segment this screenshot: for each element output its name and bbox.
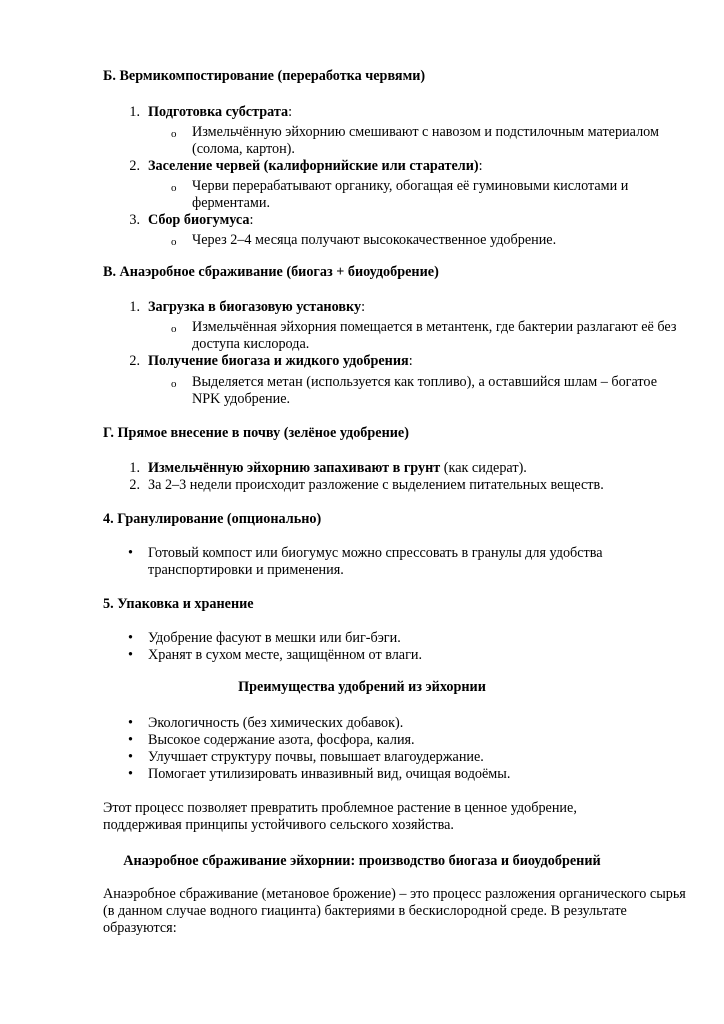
sub-item: Через 2–4 месяца получают высококачественное удобрение. — [192, 232, 557, 248]
bullet-icon: • — [128, 715, 133, 731]
item-text: : — [249, 212, 254, 228]
item-bold-text: Заселение червей (калифорнийские или старатели) — [148, 158, 479, 174]
list-number: 1. — [129, 104, 140, 120]
circle-bullet-icon: o — [171, 128, 177, 140]
list-number: 2. — [129, 353, 140, 369]
circle-bullet-icon: o — [171, 378, 177, 390]
section-b-heading: Б. Вермикомпостирование (переработка червями) — [103, 68, 426, 84]
item-text: : — [288, 104, 293, 120]
section-4-heading: 4. Гранулирование (опционально) — [103, 511, 322, 527]
list-item — [148, 477, 688, 494]
sub-item: Измельчённую эйхорнию смешивают с навозом и подстилочным материалом (солома, картон). — [192, 124, 659, 157]
bullet-icon: • — [128, 732, 133, 748]
anaerobic-intro: Анаэробное сбраживание (метановое брожение) – это процесс разложения органического сырья (в данном случае водного гиацинта) бактериями в бескислородной среде. В результате образуются: — [103, 886, 686, 936]
list-item — [148, 460, 688, 477]
list-item — [148, 104, 688, 121]
item-text: (как сидерат). — [440, 460, 527, 476]
bullet-item: Удобрение фасуют в мешки или биг-бэги. — [148, 630, 401, 646]
bullet-item: Помогает утилизировать инвазивный вид, очищая водоёмы. — [148, 766, 511, 782]
list-item — [148, 212, 688, 229]
item-bold-text: Подготовка субстрата — [148, 104, 289, 120]
list-number: 2. — [129, 158, 140, 174]
list-number: 3. — [129, 212, 140, 228]
bullet-icon: • — [128, 647, 133, 663]
bullet-item: Хранят в сухом месте, защищённом от влаги. — [148, 647, 423, 663]
bullet-icon: • — [128, 545, 133, 561]
item-text: : — [478, 158, 483, 174]
list-item — [148, 299, 688, 316]
circle-bullet-icon: o — [171, 182, 177, 194]
item-text: : — [408, 353, 413, 369]
section-v-heading: В. Анаэробное сбраживание (биогаз + биоудобрение) — [103, 264, 439, 280]
item-bold-text: Получение биогаза и жидкого удобрения — [148, 353, 409, 369]
list-item — [148, 158, 688, 175]
item-bold-text: Загрузка в биогазовую установку — [148, 299, 362, 315]
section-g-heading: Г. Прямое внесение в почву (зелёное удобрение) — [103, 425, 409, 441]
list-item — [148, 353, 688, 370]
bullet-item: Улучшает структуру почвы, повышает влагоудержание. — [148, 749, 484, 765]
item-bold-text: Сбор биогумуса — [148, 212, 250, 228]
item-text: За 2–3 недели происходит разложение с выделением питательных веществ. — [148, 477, 604, 493]
circle-bullet-icon: o — [171, 323, 177, 335]
bullet-item: Готовый компост или биогумус можно спрессовать в гранулы для удобства транспортировки и применения. — [148, 545, 603, 578]
bullet-item: Высокое содержание азота, фосфора, калия. — [148, 732, 415, 748]
bullet-icon: • — [128, 766, 133, 782]
circle-bullet-icon: o — [171, 236, 177, 248]
anaerobic-heading: Анаэробное сбраживание эйхорнии: производство биогаза и биоудобрений — [123, 853, 601, 869]
item-bold-text: Измельчённую эйхорнию запахивают в грунт — [148, 460, 441, 476]
sub-item: Измельчённая эйхорния помещается в метантенк, где бактерии разлагают её без доступа кислорода. — [192, 319, 677, 352]
section-5-heading: 5. Упаковка и хранение — [103, 596, 254, 612]
list-number: 1. — [129, 460, 140, 476]
sub-item: Черви перерабатывают органику, обогащая её гуминовыми кислотами и ферментами. — [192, 178, 629, 211]
bullet-item: Экологичность (без химических добавок). — [148, 715, 404, 731]
bullet-icon: • — [128, 749, 133, 765]
bullet-icon: • — [128, 630, 133, 646]
conclusion-paragraph: Этот процесс позволяет превратить проблемное растение в ценное удобрение, поддерживая принципы устойчивого сельского хозяйства. — [103, 800, 577, 833]
advantages-heading: Преимущества удобрений из эйхорнии — [238, 679, 486, 695]
list-number: 2. — [129, 477, 140, 493]
list-number: 1. — [129, 299, 140, 315]
sub-item: Выделяется метан (используется как топливо), а оставшийся шлам – богатое NPK удобрение. — [192, 374, 658, 407]
item-text: : — [361, 299, 366, 315]
